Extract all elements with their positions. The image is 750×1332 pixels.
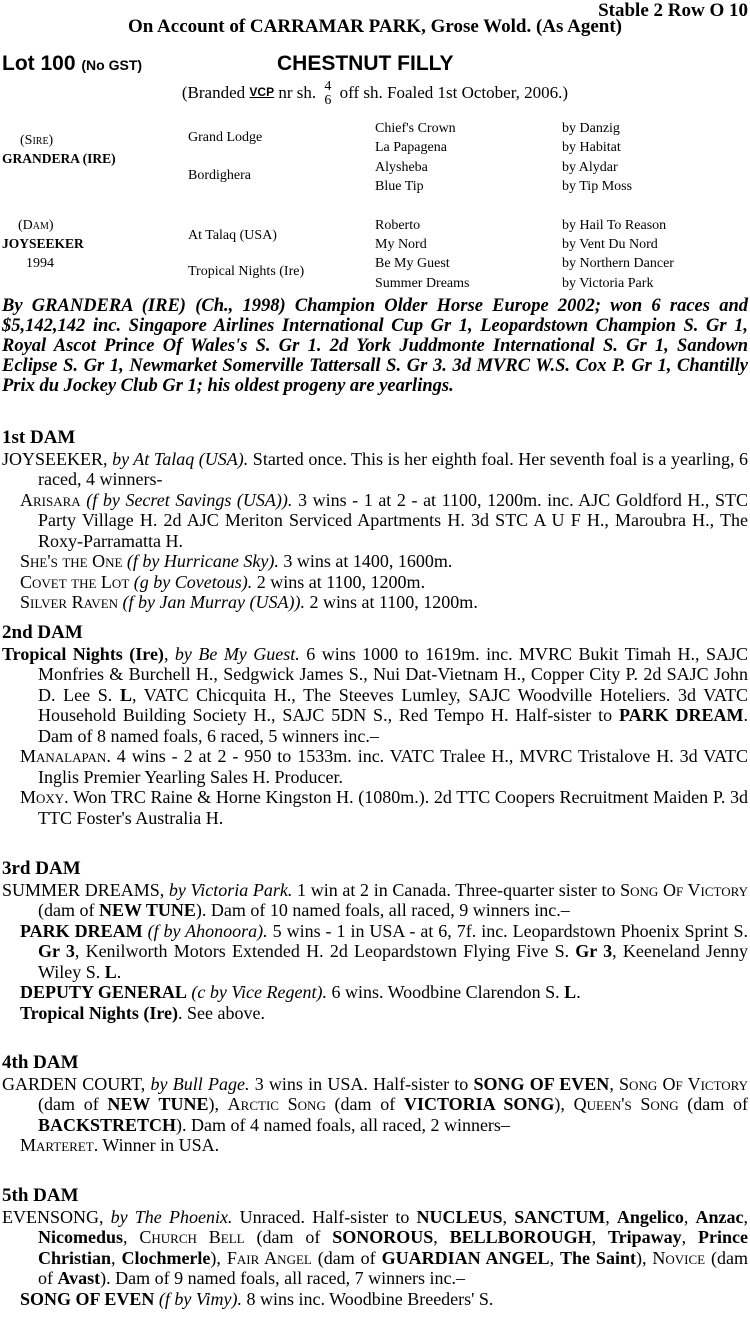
listed-race-marker: L: [564, 982, 577, 1002]
pedigree-g1-cell: [188, 168, 360, 184]
pedigree-g3-cell: [562, 218, 734, 234]
black-type-name: VICTORIA SONG: [403, 1094, 555, 1114]
black-type-name: BACKSTRETCH: [38, 1114, 177, 1135]
brand-fraction: [324, 80, 331, 108]
progeny-name: Manalapan: [20, 746, 107, 766]
black-type-name: SONOROUS: [332, 1227, 434, 1247]
third-dam-text: (dam of: [38, 900, 99, 920]
third-dam-section: [2, 859, 748, 1023]
progeny-name: Moxy: [20, 787, 65, 807]
fourth-dam-text: 3 wins in USA. Half-sister to: [249, 1073, 474, 1094]
progeny-text: , Kenilworth Motors Extended H. 2d Leopardstown Flying Five S.: [74, 941, 576, 961]
black-type-name: Angelico: [616, 1206, 684, 1227]
lot-number: [2, 52, 142, 76]
progeny-text: . 4 wins - 2 at 2 - 950 to 1533m. inc. VATC Tralee H., MVRC Tristalove H. 3d VATC Inglis Premier Yearling Sales H. Producer.: [38, 746, 748, 787]
pedigree-g2-cell: [375, 256, 548, 272]
black-type-name: SONG OF EVEN: [473, 1073, 610, 1094]
progeny-name: Covet the Lot: [20, 571, 130, 592]
fourth-dam-text: (dam of: [325, 1094, 404, 1114]
progeny-by: (f by Hurricane Sky).: [126, 551, 279, 571]
brand-post: off sh. Foaled 1st October, 2006.): [335, 82, 569, 102]
first-dam-name: JOYSEEKER,: [2, 448, 108, 469]
listed-race-marker: L: [104, 961, 117, 982]
vendor-account: On Account of CARRAMAR PARK, Grose Wold. (As Agent): [128, 16, 622, 37]
pedigree-g2-name: Alysheba: [375, 160, 428, 175]
pedigree-g3-name: by Northern Dancer: [562, 256, 674, 271]
black-type-name: Nicomedus: [38, 1227, 123, 1247]
related-name: Fair Angel: [226, 1247, 312, 1268]
fifth-dam-text: ),: [210, 1247, 227, 1268]
sire-summary: By GRANDERA (IRE) (Ch., 1998) Champion Older Horse Europe 2002; won 6 races and $5,142,142 inc. Singapore Airlines International Cup Gr 1, Leopardstown Champion S. Gr 1, Royal Ascot Prince Of Wales's S. Gr 1. 2d York Juddmonte International S. Gr 1, Sandown Eclipse S. Gr 1, Newmarket Somerville Tattersall S. Gr 3. 3d MVRC W.S. Cox P. Gr 1, Chantilly Prix du Jockey Club Gr 1; his oldest progeny are yearlings.: [2, 296, 748, 396]
progeny-text: 3 wins - 1 at 2 - at 1100, 1200m. inc. AJC Goldford H., STC Party Village H. 2d AJC Meriton Serviced Apartments H. 3d STC A U F H., Maroubra H., The Roxy-Parramatta H.: [38, 489, 749, 551]
fifth-dam-entry: EVENSONG, by The Phoenix. Unraced. Half-sister to NUCLEUS, SANCTUM, Angelico, Anzac, Nicomedus, Church Bell (dam of SONOROUS, BELLBOROUGH, Tripaway, Prince Christian, Clochmerle), Fair Angel (dam of GUARDIAN ANGEL, The Saint), Novice (dam of Avast). Dam of 9 named foals, all raced, 7 winners inc.–: [2, 1206, 749, 1288]
related-name: Queen's Song: [573, 1094, 679, 1114]
pedigree-g3-cell: [562, 121, 734, 137]
fifth-dam-section: [2, 1186, 748, 1309]
pedigree-g1-name: Tropical Nights (Ire): [188, 264, 305, 279]
progeny-name: Marteret: [20, 1135, 94, 1155]
progeny-text: .: [576, 982, 581, 1002]
fourth-dam-section: [2, 1053, 748, 1156]
progeny-text: 3 wins at 1400, 1600m.: [278, 551, 453, 571]
pedigree-g3-name: by Hail To Reason: [562, 218, 667, 233]
fourth-dam-text: ). Dam of 4 named foals, all raced, 2 winners–: [176, 1114, 510, 1135]
pedigree-g3-cell: [562, 256, 734, 272]
progeny-name: Arisara: [20, 489, 81, 510]
progeny-text: 8 wins inc. Woodbine Breeders' S.: [242, 1288, 494, 1309]
fourth-dam-text: (dam of: [678, 1094, 748, 1114]
dam-name: [2, 236, 176, 252]
progeny-text: , Keeneland Jenny Wiley S.: [38, 941, 749, 982]
fifth-dam-text: (dam of: [38, 1247, 749, 1288]
lot-sex: CHESTNUT FILLY: [277, 52, 454, 75]
progeny-entry: [2, 1135, 748, 1156]
pedigree-g1-name: At Talaq (USA): [188, 228, 277, 243]
progeny-text: 2 wins at 1100, 1200m.: [252, 571, 426, 592]
black-type-name: The Saint: [560, 1247, 636, 1268]
listed-race-marker: L: [119, 684, 132, 705]
pedigree-g2-name: Be My Guest: [375, 256, 450, 271]
pedigree-g3-name: by Tip Moss: [562, 179, 633, 194]
progeny-entry: [2, 1289, 748, 1310]
pedigree-g2-cell: [375, 237, 548, 253]
fourth-dam-name: GARDEN COURT,: [2, 1073, 146, 1094]
progeny-by: (g by Covetous).: [133, 571, 253, 592]
black-type-name: Avast: [57, 1268, 101, 1288]
pedigree-g1-cell: [188, 130, 360, 146]
second-dam-text: 6 wins 1000 to 1619m. inc. MVRC Bukit Timah H., SAJC Monfries & Burchell H., Sedgwick James S., Nui Dat-Vietnam H., Copper City P. 2d SAJC John D. Lee S.: [38, 643, 748, 705]
pedigree-g2-cell: [375, 276, 548, 292]
progeny-by: (f by Ahonoora).: [147, 920, 268, 941]
black-type-name: NUCLEUS: [416, 1206, 503, 1227]
second-dam-text: , VATC Chicquita H., The Steeves Lumley, SAJC Woodville Hoteliers. 3d VATC Household Building Society H., SAJC 5DN S., Red Tempo H. Half-sister to: [38, 684, 748, 725]
sire-tag: (Sire): [20, 133, 54, 148]
pedigree-g2-name: Summer Dreams: [375, 276, 470, 291]
lot-number-text: Lot 100: [2, 52, 76, 75]
progeny-text: 6 wins. Woodbine Clarendon S.: [326, 982, 565, 1002]
black-type-name: GUARDIAN ANGEL: [381, 1247, 550, 1268]
pedigree-g2-cell: [375, 218, 548, 234]
pedigree-g2-cell: [375, 179, 548, 195]
pedigree-g1-name: Bordighera: [188, 168, 251, 183]
black-type-name: Tripaway: [608, 1227, 682, 1247]
fourth-dam-entry: [2, 1074, 748, 1136]
pedigree-g3-name: by Vent Du Nord: [562, 237, 658, 252]
progeny-entry: [2, 787, 748, 828]
pedigree-g3-cell: [562, 276, 734, 292]
fourth-dam-text: ),: [554, 1094, 574, 1114]
pedigree-g2-cell: [375, 160, 548, 176]
black-type-name: NEW TUNE: [98, 900, 196, 920]
progeny-entry: [2, 746, 748, 787]
fifth-dam-name: EVENSONG,: [2, 1206, 104, 1227]
second-dam-by: by Be My Guest.: [174, 643, 300, 664]
fifth-dam-text: (dam of: [244, 1227, 333, 1247]
black-type-name: Prince Christian: [38, 1227, 749, 1268]
brand-pre: (Branded: [181, 82, 250, 102]
progeny-text: . Winner in USA.: [93, 1135, 220, 1155]
brand-mark: VCP: [249, 84, 275, 99]
second-dam-text: . Dam of 8 named foals, 6 raced, 5 winners inc.–: [38, 705, 748, 746]
progeny-name: Silver Raven: [20, 592, 119, 612]
dam-name-text: JOYSEEKER: [2, 236, 84, 251]
dam-tag: (Dam): [18, 218, 54, 233]
related-name: Novice: [652, 1247, 706, 1268]
second-dam-section: [2, 623, 748, 828]
first-dam-text: Started once. This is her eighth foal. Her seventh foal is a yearling, 6 raced, 4 winners-: [38, 448, 749, 489]
pedigree-g3-name: by Habitat: [562, 140, 621, 155]
group-race-marker: Gr 3: [575, 941, 613, 961]
progeny-by: (f by Vimy).: [158, 1288, 242, 1309]
progeny-entry: [2, 551, 748, 572]
black-type-name: Anzac: [695, 1206, 744, 1227]
pedigree-g2-name: Chief's Crown: [375, 121, 456, 136]
sire-name-text: GRANDERA (IRE): [2, 151, 116, 166]
related-name: Song Of Victory: [619, 1073, 749, 1094]
fifth-dam-text: ),: [635, 1247, 653, 1268]
brand-mid: nr sh.: [274, 82, 321, 102]
brand-num-bottom: 6: [324, 93, 332, 108]
pedigree-g1-cell: [188, 228, 360, 244]
progeny-entry: [2, 921, 748, 983]
fifth-dam-text: (dam of: [311, 1247, 382, 1268]
progeny-name: DEPUTY GENERAL: [20, 982, 187, 1002]
first-dam-heading: 1st DAM: [2, 427, 76, 448]
progeny-text: 5 wins - 1 in USA - at 6, 7f. inc. Leopardstown Phoenix Sprint S.: [267, 920, 749, 941]
third-dam-by: by Victoria Park.: [168, 879, 293, 900]
pedigree-g1-cell: [188, 264, 360, 280]
third-dam-text: ). Dam of 10 named foals, all raced, 9 winners inc.–: [195, 900, 570, 920]
pedigree-g3-name: by Victoria Park: [562, 276, 654, 291]
related-name: Arctic Song: [227, 1094, 326, 1114]
first-dam-section: [2, 428, 748, 613]
progeny-by: (f by Secret Savings (USA)).: [86, 489, 293, 510]
pedigree-g3-cell: [562, 237, 734, 253]
black-type-name: SANCTUM: [514, 1206, 606, 1227]
fifth-dam-text: ). Dam of 9 named foals, all raced, 7 winners inc.–: [100, 1268, 466, 1288]
progeny-by: (c by Vice Regent).: [191, 982, 327, 1002]
first-dam-by: by At Talaq (USA).: [112, 448, 249, 469]
progeny-name: SONG OF EVEN: [20, 1288, 155, 1309]
black-type-name: NEW TUNE: [107, 1094, 209, 1114]
fifth-dam-by: by The Phoenix.: [110, 1206, 233, 1227]
dam-foal-year: 1994: [26, 256, 54, 271]
fourth-dam-by: by Bull Page.: [150, 1073, 250, 1094]
second-dam-name: Tropical Nights (Ire): [2, 643, 164, 664]
brand-line: [0, 80, 750, 108]
progeny-entry: [2, 592, 748, 613]
sire-name: [2, 151, 176, 167]
fourth-dam-heading: 4th DAM: [2, 1052, 79, 1073]
progeny-entry: [2, 1003, 748, 1024]
progeny-name: Tropical Nights (Ire): [20, 1002, 178, 1023]
black-type-name: BELLBOROUGH: [449, 1227, 592, 1247]
fourth-dam-text: (dam of: [38, 1094, 108, 1114]
gst-note: (No GST): [81, 57, 143, 73]
second-dam-entry: Tropical Nights (Ire), by Be My Guest. 6 wins 1000 to 1619m. inc. MVRC Bukit Timah H., SAJC Monfries & Burchell H., Sedgwick James S., Nui Dat-Vietnam H., Copper City P. 2d SAJC John D. Lee S. L, VATC Chicquita H., The Steeves Lumley, SAJC Woodville Hoteliers. 3d VATC Household Building Society H., SAJC 5DN S., Red Tempo H. Half-sister to PARK DREAM. Dam of 8 named foals, 6 raced, 5 winners inc.–: [2, 643, 748, 746]
fifth-dam-text: Unraced. Half-sister to: [232, 1206, 417, 1227]
group-race-marker: Gr 3: [38, 941, 75, 961]
progeny-text: .: [116, 961, 122, 982]
progeny-text: . Won TRC Raine & Horne Kingston H. (1080m.). 2d TTC Coopers Recruitment Maiden P. 3d TTC Foster's Australia H.: [38, 787, 748, 828]
first-dam-entry: [2, 449, 748, 490]
black-type-name: Clochmerle: [121, 1247, 211, 1268]
pedigree-g2-name: Blue Tip: [375, 179, 424, 194]
pedigree-g2-cell: [375, 121, 548, 137]
pedigree-g3-cell: [562, 179, 734, 195]
stable-location: Stable 2 Row O 10: [598, 0, 748, 21]
pedigree-g2-name: Roberto: [375, 218, 421, 233]
pedigree-g3-name: by Alydar: [562, 160, 618, 175]
progeny-name: PARK DREAM: [20, 920, 143, 941]
fourth-dam-text: ),: [208, 1094, 228, 1114]
pedigree-g3-cell: [562, 140, 734, 156]
pedigree-g2-name: My Nord: [375, 237, 427, 252]
related-name: Church Bell: [139, 1227, 245, 1247]
progeny-text: . See above.: [178, 1002, 265, 1023]
pedigree-g2-cell: [375, 140, 548, 156]
black-type-name: PARK DREAM: [619, 705, 744, 725]
third-dam-entry: [2, 880, 748, 921]
progeny-by: (f by Jan Murray (USA)).: [122, 592, 305, 612]
fifth-dam-heading: 5th DAM: [2, 1185, 79, 1206]
pedigree-g1-name: Grand Lodge: [188, 130, 263, 145]
related-name: Song Of Victory: [620, 879, 748, 900]
progeny-entry: [2, 982, 748, 1003]
third-dam-text: 1 win at 2 in Canada. Three-quarter sister to: [292, 879, 621, 900]
progeny-entry: [2, 572, 748, 593]
progeny-text: 2 wins at 1100, 1200m.: [304, 592, 478, 612]
separator: ,: [609, 1073, 620, 1094]
third-dam-heading: 3rd DAM: [2, 858, 81, 879]
pedigree-g3-name: by Danzig: [562, 121, 620, 136]
progeny-name: She's the One: [20, 551, 123, 571]
progeny-entry: [2, 490, 748, 552]
third-dam-name: SUMMER DREAMS,: [2, 879, 165, 900]
brand-num-top: 4: [324, 79, 332, 94]
pedigree-g3-cell: [562, 160, 734, 176]
second-dam-heading: 2nd DAM: [2, 622, 83, 643]
pedigree-g2-name: La Papagena: [375, 140, 447, 155]
